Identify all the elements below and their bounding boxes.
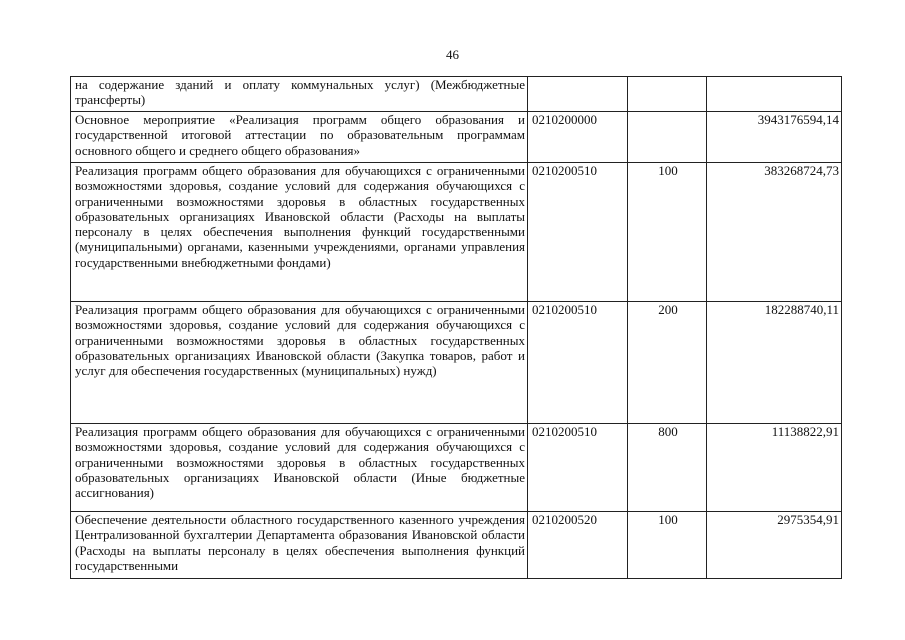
expense-type-code: 800 <box>628 424 707 512</box>
row-description: на содержание зданий и оплату коммунальных услуг) (Межбюджетные трансферты) <box>71 77 528 112</box>
amount-value: 11138822,91 <box>707 424 842 512</box>
target-article-code: 0210200510 <box>528 163 628 302</box>
target-article-code: 0210200510 <box>528 302 628 424</box>
expense-type-code: 200 <box>628 302 707 424</box>
expense-type-code <box>628 77 707 112</box>
table-row <box>71 163 842 302</box>
expense-type-code <box>628 112 707 163</box>
target-article-code: 0210200000 <box>528 112 628 163</box>
amount-value: 3943176594,14 <box>707 112 842 163</box>
target-article-code: 0210200520 <box>528 512 628 579</box>
budget-table <box>70 76 842 579</box>
amount-value: 182288740,11 <box>707 302 842 424</box>
row-description: Реализация программ общего образования для обучающихся с ограниченными возможностями здоровья, создание условий для содержания обучающихся с ограниченными возможностями здоровья в областных государственных образовательных организациях Ивановской области (Закупка товаров, работ и услуг для обеспечения государственных (муниципальных) нужд) <box>71 302 528 424</box>
target-article-code: 0210200510 <box>528 424 628 512</box>
row-description: Реализация программ общего образования для обучающихся с ограниченными возможностями здоровья, создание условий для содержания обучающихся с ограниченными возможностями здоровья в областных государственных образовательных организациях Ивановской области (Иные бюджетные ассигнования) <box>71 424 528 512</box>
row-description: Основное мероприятие «Реализация программ общего образования и государственной итоговой аттестации по образовательным программам основного общего и среднего общего образования» <box>71 112 528 163</box>
table-row <box>71 424 842 512</box>
target-article-code <box>528 77 628 112</box>
table-row <box>71 302 842 424</box>
amount-value <box>707 77 842 112</box>
row-description: Реализация программ общего образования для обучающихся с ограниченными возможностями здоровья, создание условий для содержания обучающихся с ограниченными возможностями здоровья в областных государственных образовательных организациях Ивановской области (Расходы на выплаты персоналу в целях обеспечения выполнения функций государственными (муниципальными) органами, казенными учреждениями, органами управления государственными внебюджетными фондами) <box>71 163 528 302</box>
table-row <box>71 512 842 579</box>
table-row <box>71 77 842 112</box>
page-number: 46 <box>446 47 459 62</box>
row-description: Обеспечение деятельности областного государственного казенного учреждения Централизованной бухгалтерии Департамента образования Ивановской области (Расходы на выплаты персоналу в целях обеспечения выполнения функций государственными <box>71 512 528 579</box>
amount-value: 2975354,91 <box>707 512 842 579</box>
expense-type-code: 100 <box>628 512 707 579</box>
amount-value: 383268724,73 <box>707 163 842 302</box>
expense-type-code: 100 <box>628 163 707 302</box>
table-row <box>71 112 842 163</box>
